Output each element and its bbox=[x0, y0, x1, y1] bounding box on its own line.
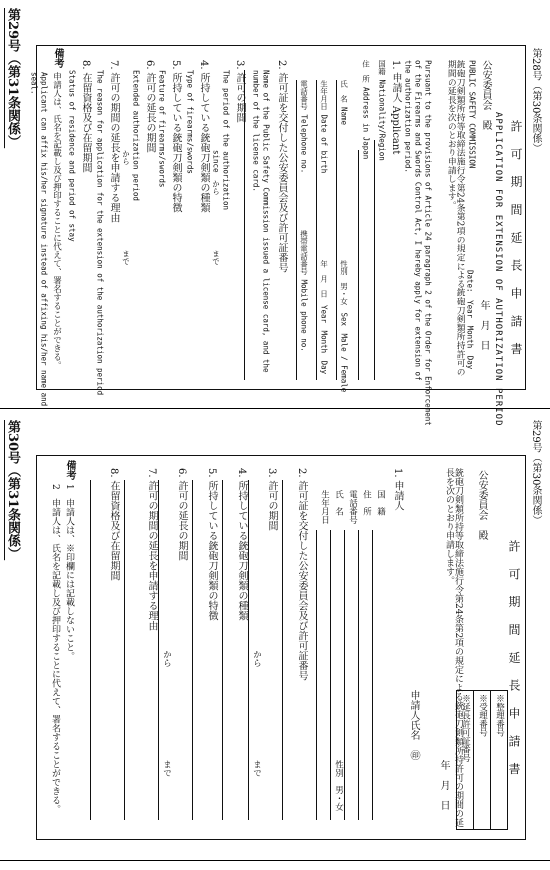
top-form-title-en: APPLICATION FOR EXTENSION OF AUTHORIZATION PERIOD bbox=[493, 112, 503, 427]
top-commission-en: PUBLIC SAFETY COMMISSION bbox=[467, 60, 477, 169]
top-item3-since: since から bbox=[211, 150, 221, 196]
bottom-item1-sex: 性別 男・女 bbox=[333, 760, 344, 811]
top-form-title-ja: 許 可 期 間 延 長 申 請 書 bbox=[509, 120, 523, 361]
top-side-heading: 第29号（第31条関係） bbox=[5, 8, 20, 149]
bottom-form-number: 第29号（第30条関係） bbox=[530, 420, 541, 526]
bottom-item3-line bbox=[248, 480, 249, 820]
bottom-item1-label: 1. 申請人 bbox=[392, 468, 403, 511]
top-item3-label: 3. 許可の期間 bbox=[234, 60, 245, 123]
bottom-form-title-ja: 許 可 期 間 延 長 申 請 書 bbox=[507, 540, 521, 781]
bottom-item3-since: から bbox=[251, 650, 262, 667]
bottom-side-heading: 第30号（第31条関係） bbox=[5, 420, 20, 561]
top-item1-dob-ymd: 年 月 日 Year Month Day bbox=[319, 260, 329, 375]
bottom-item4-label: 4. 所持している銃砲刀剣類の種類 bbox=[236, 468, 247, 621]
bottom-item1-name: 氏 名 bbox=[333, 490, 344, 516]
top-item6-until: まで bbox=[121, 250, 131, 265]
stamp-col-line-1 bbox=[473, 690, 474, 830]
top-intro-en-3: the authorization period. bbox=[403, 60, 413, 173]
top-item8-en: Status of residence and period of stay bbox=[67, 70, 77, 242]
bottom-item6-label: 6. 許可の延長の期間 bbox=[176, 468, 187, 561]
top-item5-en: Feature of firearms/swords bbox=[157, 70, 167, 188]
bottom-item1-dob: 生年月日 bbox=[319, 490, 330, 524]
bottom-note-1: 1 申請人は、※印欄には記載しないこと。 bbox=[64, 484, 74, 661]
top-note-en-2: seal. bbox=[29, 72, 39, 95]
top-item1-label: 1. 申請人 Applicant bbox=[390, 60, 401, 155]
top-form-number: 第28号（第30条関係） bbox=[530, 48, 541, 154]
top-item1-dob: 生年月日 Date of birth bbox=[319, 80, 329, 174]
top-item5-label: 5. 所持している銃砲刀剣類の特徴 bbox=[170, 60, 181, 213]
bottom-note-2: 2 申請人は、氏名を記載し及び押印することに代えて、署名することができる。 bbox=[50, 484, 60, 814]
top-date-en: Date: Year Month Day bbox=[465, 270, 475, 370]
top-commission-ja: 公安委員会 殿 bbox=[480, 60, 491, 130]
top-item2-en-1: Name of the Public Safety Commission issued a license card, and the bbox=[261, 70, 271, 373]
stamp-row-0: ※整理番号 bbox=[494, 694, 505, 737]
top-intro-en-2: of the Firearms and Swords Control Act, I hereby apply for extension of bbox=[413, 60, 423, 381]
bottom-commission-ja: 公安委員会 殿 bbox=[476, 470, 487, 540]
top-note-ja: 申請人は、氏名を記載し及び押印することに代えて、署名することができる。 bbox=[51, 72, 62, 370]
bottom-item1-telephone: 電話番号 bbox=[347, 490, 358, 524]
top-item3-until: まで bbox=[211, 250, 221, 265]
top-address-line bbox=[358, 150, 359, 380]
top-item1-address: 住 所 Address in Japan bbox=[361, 60, 371, 160]
top-item6-label: 6. 許可の延長の期間 bbox=[144, 60, 155, 153]
top-item6-since: から bbox=[121, 150, 131, 165]
stamp-row-1: ※受理番号 bbox=[477, 694, 488, 737]
top-item1-mobile: 携帯電話番号 Mobile phone no. bbox=[299, 230, 309, 352]
top-note-en-1: Applicant can affix his/her signature instead of affixing his/her name and bbox=[39, 72, 49, 407]
stamp-row-2: ※延長許可証番号 bbox=[460, 694, 471, 762]
bottom-item2-label: 2. 許可証を交付した公安委員会及び許可証番号 bbox=[296, 468, 307, 681]
bottom-name-line bbox=[330, 530, 331, 820]
bottom-item5-label: 5. 所持している銃砲刀剣類の特徴 bbox=[206, 468, 217, 621]
bottom-item8-line bbox=[90, 480, 91, 820]
bottom-item6-until: まで bbox=[161, 760, 172, 777]
top-item7-en: The reason for application for the extension of the authorization period bbox=[95, 70, 105, 396]
section-divider-top bbox=[0, 408, 550, 409]
bottom-item4-line bbox=[222, 480, 223, 820]
top-note-label: 備考 bbox=[52, 48, 63, 68]
top-item4-en: Type of firearms/swords bbox=[185, 70, 195, 174]
top-intro-ja: 銃砲刀剣類所持等取締法施行令第24条第2項の規定による銃砲刀剣類所持許可の期間の延長を次のとおり申請します。 bbox=[445, 60, 465, 376]
bottom-item7-label: 7. 許可の期間の延長を申請する理由 bbox=[146, 468, 157, 631]
top-item1-nationality: 国籍 Nationality/Region bbox=[377, 60, 387, 161]
top-item2-en-2: number of the license card. bbox=[251, 70, 261, 192]
section-divider-bottom bbox=[0, 860, 550, 861]
bottom-item6-line bbox=[158, 480, 159, 820]
top-intro-en-1: Pursuant to the provisions of Article 24 paragraph 2 of the Order for Enforcement bbox=[423, 60, 433, 426]
top-item6-en: Extended authorization period bbox=[131, 70, 141, 201]
top-item1-name: 氏 名 Name bbox=[339, 80, 349, 126]
top-tel-line bbox=[296, 80, 297, 380]
top-item1-telephone: 電話番号 Telephone no. bbox=[299, 80, 309, 174]
bottom-item8-label: 8. 在留資格及び在留期間 bbox=[108, 468, 119, 581]
top-date-ja: 年 月 日 bbox=[478, 300, 489, 350]
top-name-line bbox=[336, 80, 337, 380]
bottom-item5-line bbox=[192, 480, 193, 820]
bottom-item3-label: 3. 許可の期間 bbox=[266, 468, 277, 531]
top-item3-en: The period of the authorization bbox=[221, 70, 231, 210]
top-item1-sex: 性別 男・女 Sex Male / Female bbox=[339, 260, 349, 393]
bottom-tel-line bbox=[344, 530, 345, 820]
bottom-item1-nationality: 国 籍 bbox=[375, 490, 386, 516]
bottom-applicant-signature: 申請人氏名 ㊞ bbox=[408, 690, 419, 760]
top-nationality-line bbox=[374, 140, 375, 380]
top-item2-label: 2. 許可証を交付した公安委員会及び許可証番号 bbox=[276, 60, 287, 273]
bottom-item7-line bbox=[124, 480, 125, 820]
stamp-col-line-2 bbox=[490, 690, 491, 830]
bottom-date-ja: 年 月 日 bbox=[438, 760, 449, 810]
bottom-dob-line bbox=[316, 530, 317, 820]
bottom-note-label: 備考 bbox=[64, 460, 75, 480]
top-item7-label: 7. 許可の期間の延長を申請する理由 bbox=[108, 60, 119, 223]
top-item4-label: 4. 所持している銃砲刀剣類の種類 bbox=[198, 60, 209, 213]
top-item8-label: 8. 在留資格及び在留期間 bbox=[80, 60, 91, 173]
bottom-intro-ja: 銃砲刀剣類所持等取締法施行令第24条第2項の規定による銃砲刀剣類所持許可の期間の延長を次のとおり申請します。 bbox=[444, 468, 463, 828]
bottom-item1-address: 住 所 bbox=[361, 490, 372, 516]
bottom-item6-since: から bbox=[161, 650, 172, 667]
bottom-item3-until: まで bbox=[251, 760, 262, 777]
top-dob-line bbox=[316, 80, 317, 380]
bottom-addr-line bbox=[358, 530, 359, 820]
bottom-nat-line bbox=[372, 530, 373, 820]
bottom-item2-line bbox=[282, 480, 283, 820]
